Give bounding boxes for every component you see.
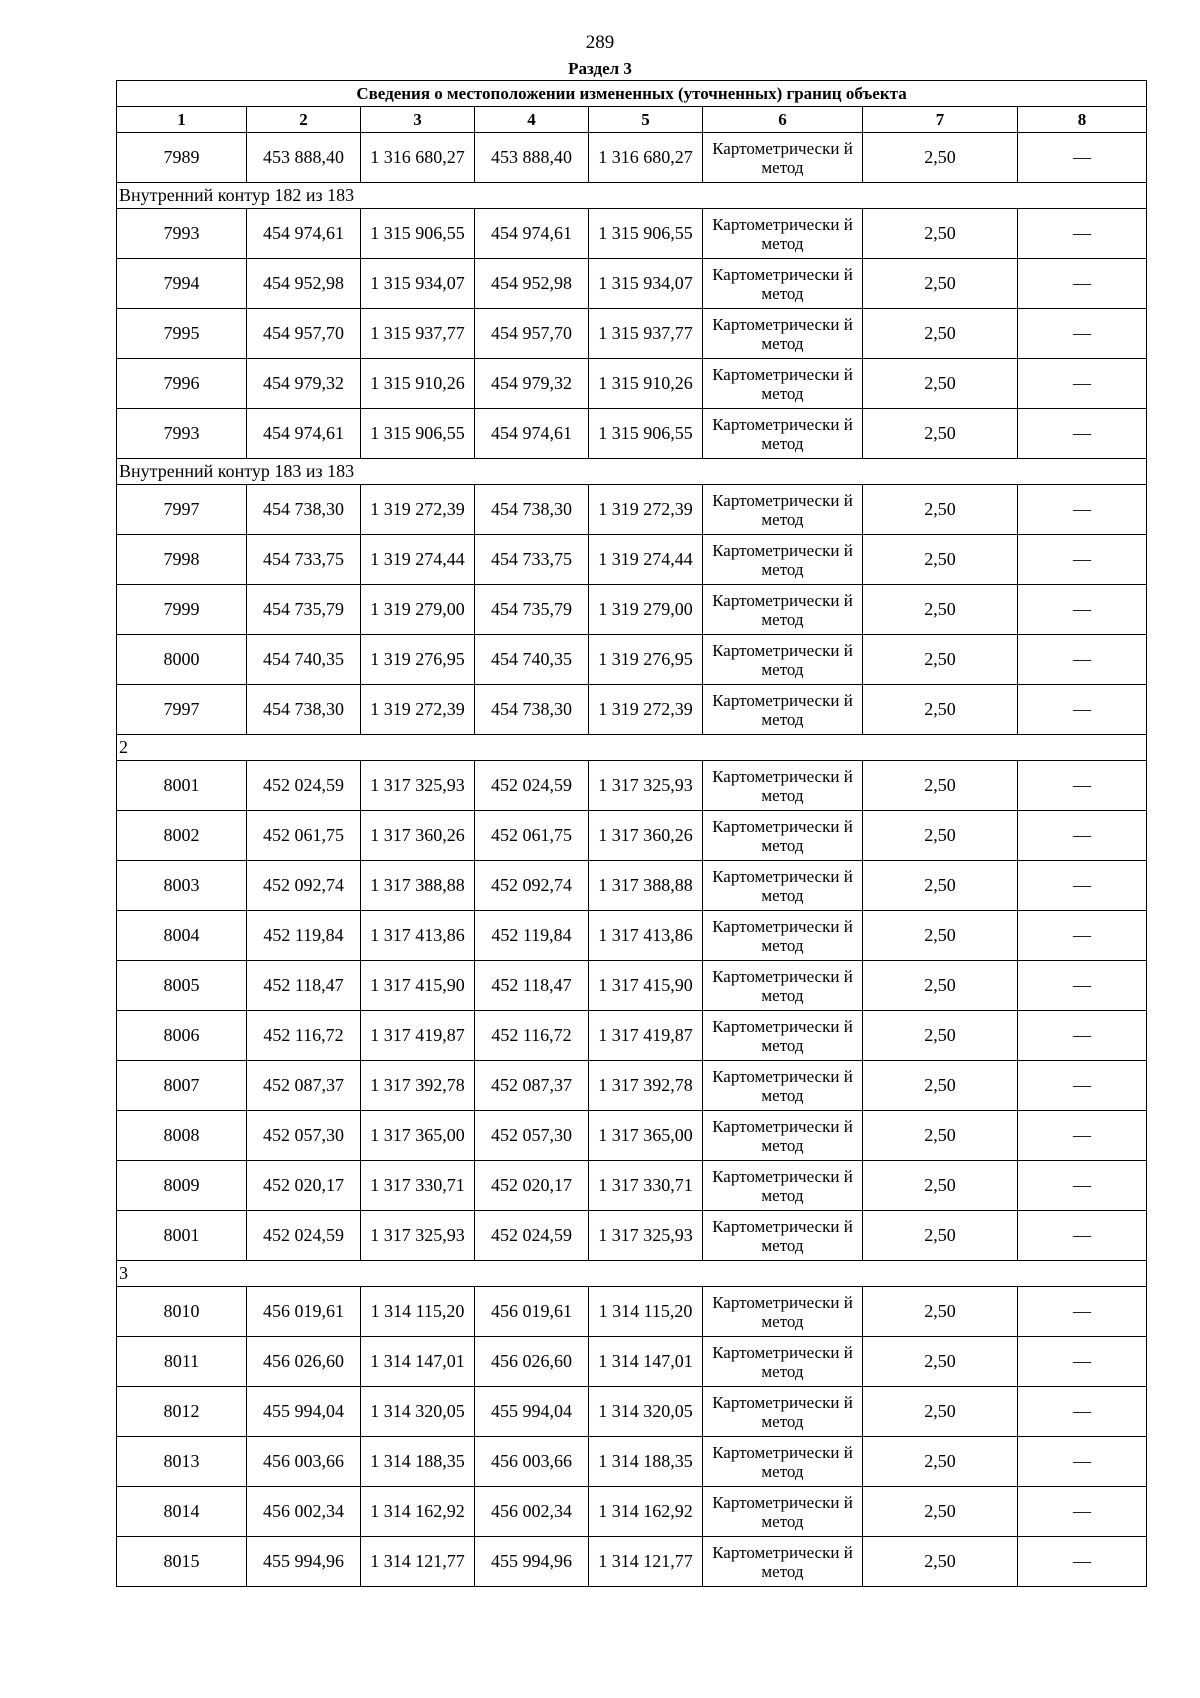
x-old-cell: 455 994,96 — [247, 1537, 361, 1587]
accuracy-cell: 2,50 — [863, 761, 1018, 811]
method-cell: Картометрически й метод — [703, 585, 863, 635]
y-new-cell: 1 317 388,88 — [589, 861, 703, 911]
y-old-cell: 1 319 276,95 — [361, 635, 475, 685]
accuracy-cell: 2,50 — [863, 811, 1018, 861]
description-cell: — — [1018, 1437, 1147, 1487]
method-cell: Картометрически й метод — [703, 209, 863, 259]
table-row — [117, 911, 1147, 961]
point-number-cell: 8013 — [117, 1437, 247, 1487]
table-row — [117, 1537, 1147, 1587]
accuracy-cell: 2,50 — [863, 961, 1018, 1011]
point-number-cell: 7993 — [117, 409, 247, 459]
x-new-cell: 456 026,60 — [475, 1337, 589, 1387]
x-new-cell: 453 888,40 — [475, 133, 589, 183]
description-cell: — — [1018, 1211, 1147, 1261]
x-new-cell: 452 020,17 — [475, 1161, 589, 1211]
x-new-cell: 455 994,96 — [475, 1537, 589, 1587]
column-number: 5 — [589, 107, 703, 133]
method-cell: Картометрически й метод — [703, 811, 863, 861]
y-new-cell: 1 315 934,07 — [589, 259, 703, 309]
y-old-cell: 1 317 415,90 — [361, 961, 475, 1011]
method-cell: Картометрически й метод — [703, 1537, 863, 1587]
y-old-cell: 1 315 906,55 — [361, 409, 475, 459]
y-new-cell: 1 319 272,39 — [589, 485, 703, 535]
coordinates-table — [116, 80, 1147, 1587]
y-new-cell: 1 317 325,93 — [589, 1211, 703, 1261]
accuracy-cell: 2,50 — [863, 1337, 1018, 1387]
table-row — [117, 1111, 1147, 1161]
x-new-cell: 452 092,74 — [475, 861, 589, 911]
description-cell: — — [1018, 585, 1147, 635]
table-row — [117, 535, 1147, 585]
x-old-cell: 456 019,61 — [247, 1287, 361, 1337]
description-cell: — — [1018, 209, 1147, 259]
description-cell: — — [1018, 761, 1147, 811]
page-number: 289 — [585, 32, 615, 53]
accuracy-cell: 2,50 — [863, 259, 1018, 309]
method-cell: Картометрически й метод — [703, 1111, 863, 1161]
method-cell: Картометрически й метод — [703, 861, 863, 911]
x-new-cell: 455 994,04 — [475, 1387, 589, 1437]
x-old-cell: 454 740,35 — [247, 635, 361, 685]
table-row — [117, 259, 1147, 309]
accuracy-cell: 2,50 — [863, 585, 1018, 635]
x-old-cell: 452 118,47 — [247, 961, 361, 1011]
x-old-cell: 452 057,30 — [247, 1111, 361, 1161]
description-cell: — — [1018, 309, 1147, 359]
y-old-cell: 1 319 272,39 — [361, 485, 475, 535]
x-old-cell: 454 733,75 — [247, 535, 361, 585]
point-number-cell: 8008 — [117, 1111, 247, 1161]
y-old-cell: 1 317 325,93 — [361, 761, 475, 811]
point-number-cell: 7995 — [117, 309, 247, 359]
x-old-cell: 454 735,79 — [247, 585, 361, 635]
point-number-cell: 7997 — [117, 485, 247, 535]
method-cell: Картометрически й метод — [703, 409, 863, 459]
description-cell: — — [1018, 1387, 1147, 1437]
table-row — [117, 961, 1147, 1011]
description-cell: — — [1018, 535, 1147, 585]
column-number: 3 — [361, 107, 475, 133]
column-number: 6 — [703, 107, 863, 133]
y-new-cell: 1 317 415,90 — [589, 961, 703, 1011]
method-cell: Картометрически й метод — [703, 961, 863, 1011]
description-cell: — — [1018, 1111, 1147, 1161]
description-cell: — — [1018, 359, 1147, 409]
method-cell: Картометрически й метод — [703, 685, 863, 735]
y-old-cell: 1 317 365,00 — [361, 1111, 475, 1161]
accuracy-cell: 2,50 — [863, 1437, 1018, 1487]
y-new-cell: 1 317 330,71 — [589, 1161, 703, 1211]
description-cell: — — [1018, 259, 1147, 309]
accuracy-cell: 2,50 — [863, 1287, 1018, 1337]
table-row — [117, 635, 1147, 685]
accuracy-cell: 2,50 — [863, 209, 1018, 259]
y-old-cell: 1 319 279,00 — [361, 585, 475, 635]
point-number-cell: 8001 — [117, 761, 247, 811]
table-row — [117, 585, 1147, 635]
contour-group-row — [117, 1261, 1147, 1287]
description-cell: — — [1018, 811, 1147, 861]
y-new-cell: 1 314 162,92 — [589, 1487, 703, 1537]
y-new-cell: 1 315 906,55 — [589, 409, 703, 459]
table-row — [117, 1337, 1147, 1387]
point-number-cell: 7999 — [117, 585, 247, 635]
table-body — [117, 133, 1147, 1587]
x-new-cell: 452 087,37 — [475, 1061, 589, 1111]
method-cell: Картометрически й метод — [703, 309, 863, 359]
y-old-cell: 1 315 910,26 — [361, 359, 475, 409]
method-cell: Картометрически й метод — [703, 1161, 863, 1211]
x-old-cell: 454 979,32 — [247, 359, 361, 409]
y-new-cell: 1 317 365,00 — [589, 1111, 703, 1161]
table-row — [117, 485, 1147, 535]
description-cell: — — [1018, 961, 1147, 1011]
method-cell: Картометрически й метод — [703, 761, 863, 811]
description-cell: — — [1018, 133, 1147, 183]
y-new-cell: 1 315 906,55 — [589, 209, 703, 259]
point-number-cell: 8005 — [117, 961, 247, 1011]
point-number-cell: 8011 — [117, 1337, 247, 1387]
accuracy-cell: 2,50 — [863, 133, 1018, 183]
x-new-cell: 454 740,35 — [475, 635, 589, 685]
x-old-cell: 454 974,61 — [247, 409, 361, 459]
y-old-cell: 1 317 360,26 — [361, 811, 475, 861]
y-old-cell: 1 317 388,88 — [361, 861, 475, 911]
description-cell: — — [1018, 409, 1147, 459]
contour-group-row — [117, 735, 1147, 761]
x-new-cell: 452 057,30 — [475, 1111, 589, 1161]
table-row — [117, 1437, 1147, 1487]
y-old-cell: 1 314 320,05 — [361, 1387, 475, 1437]
x-old-cell: 454 974,61 — [247, 209, 361, 259]
accuracy-cell: 2,50 — [863, 1111, 1018, 1161]
accuracy-cell: 2,50 — [863, 1011, 1018, 1061]
y-old-cell: 1 314 188,35 — [361, 1437, 475, 1487]
table-row — [117, 1061, 1147, 1111]
description-cell: — — [1018, 1537, 1147, 1587]
column-number: 8 — [1018, 107, 1147, 133]
contour-label: Внутренний контур 183 из 183 — [117, 459, 1147, 485]
column-number: 7 — [863, 107, 1018, 133]
method-cell: Картометрически й метод — [703, 635, 863, 685]
point-number-cell: 8006 — [117, 1011, 247, 1061]
method-cell: Картометрически й метод — [703, 359, 863, 409]
description-cell: — — [1018, 1161, 1147, 1211]
y-old-cell: 1 314 147,01 — [361, 1337, 475, 1387]
table-row — [117, 1487, 1147, 1537]
contour-label: 2 — [117, 735, 1147, 761]
column-number: 1 — [117, 107, 247, 133]
table-row — [117, 861, 1147, 911]
table-row — [117, 1387, 1147, 1437]
x-old-cell: 452 024,59 — [247, 761, 361, 811]
table-row — [117, 1287, 1147, 1337]
table-row — [117, 761, 1147, 811]
description-cell: — — [1018, 1337, 1147, 1387]
method-cell: Картометрически й метод — [703, 1287, 863, 1337]
x-old-cell: 452 119,84 — [247, 911, 361, 961]
column-number: 2 — [247, 107, 361, 133]
y-old-cell: 1 315 906,55 — [361, 209, 475, 259]
y-old-cell: 1 319 274,44 — [361, 535, 475, 585]
x-new-cell: 452 061,75 — [475, 811, 589, 861]
x-old-cell: 454 957,70 — [247, 309, 361, 359]
x-old-cell: 452 092,74 — [247, 861, 361, 911]
description-cell: — — [1018, 1487, 1147, 1537]
y-new-cell: 1 317 392,78 — [589, 1061, 703, 1111]
point-number-cell: 8012 — [117, 1387, 247, 1437]
y-old-cell: 1 317 419,87 — [361, 1011, 475, 1061]
accuracy-cell: 2,50 — [863, 1487, 1018, 1537]
contour-group-row — [117, 459, 1147, 485]
method-cell: Картометрически й метод — [703, 259, 863, 309]
x-new-cell: 456 002,34 — [475, 1487, 589, 1537]
y-new-cell: 1 317 325,93 — [589, 761, 703, 811]
point-number-cell: 7996 — [117, 359, 247, 409]
y-new-cell: 1 314 147,01 — [589, 1337, 703, 1387]
x-old-cell: 454 952,98 — [247, 259, 361, 309]
table-row — [117, 209, 1147, 259]
x-old-cell: 452 087,37 — [247, 1061, 361, 1111]
x-new-cell: 454 735,79 — [475, 585, 589, 635]
x-new-cell: 454 738,30 — [475, 485, 589, 535]
x-new-cell: 456 019,61 — [475, 1287, 589, 1337]
x-old-cell: 452 116,72 — [247, 1011, 361, 1061]
x-new-cell: 452 116,72 — [475, 1011, 589, 1061]
accuracy-cell: 2,50 — [863, 685, 1018, 735]
method-cell: Картометрически й метод — [703, 133, 863, 183]
point-number-cell: 7997 — [117, 685, 247, 735]
description-cell: — — [1018, 1287, 1147, 1337]
point-number-cell: 8010 — [117, 1287, 247, 1337]
x-new-cell: 454 733,75 — [475, 535, 589, 585]
table-row — [117, 359, 1147, 409]
y-old-cell: 1 317 330,71 — [361, 1161, 475, 1211]
accuracy-cell: 2,50 — [863, 861, 1018, 911]
x-old-cell: 454 738,30 — [247, 685, 361, 735]
x-old-cell: 456 003,66 — [247, 1437, 361, 1487]
column-number-row — [117, 107, 1147, 133]
x-old-cell: 452 061,75 — [247, 811, 361, 861]
y-new-cell: 1 319 272,39 — [589, 685, 703, 735]
table-row — [117, 409, 1147, 459]
accuracy-cell: 2,50 — [863, 911, 1018, 961]
table-caption: Сведения о местоположении измененных (уточненных) границ объекта — [117, 81, 1147, 107]
point-number-cell: 7994 — [117, 259, 247, 309]
y-new-cell: 1 314 121,77 — [589, 1537, 703, 1587]
table-row — [117, 811, 1147, 861]
accuracy-cell: 2,50 — [863, 1387, 1018, 1437]
accuracy-cell: 2,50 — [863, 1161, 1018, 1211]
accuracy-cell: 2,50 — [863, 1211, 1018, 1261]
method-cell: Картометрически й метод — [703, 1487, 863, 1537]
y-new-cell: 1 315 937,77 — [589, 309, 703, 359]
point-number-cell: 8014 — [117, 1487, 247, 1537]
method-cell: Картометрически й метод — [703, 1387, 863, 1437]
x-new-cell: 454 952,98 — [475, 259, 589, 309]
point-number-cell: 8001 — [117, 1211, 247, 1261]
x-new-cell: 452 119,84 — [475, 911, 589, 961]
y-old-cell: 1 317 392,78 — [361, 1061, 475, 1111]
method-cell: Картометрически й метод — [703, 485, 863, 535]
y-old-cell: 1 317 413,86 — [361, 911, 475, 961]
table-row — [117, 1011, 1147, 1061]
x-new-cell: 454 979,32 — [475, 359, 589, 409]
accuracy-cell: 2,50 — [863, 535, 1018, 585]
contour-label: 3 — [117, 1261, 1147, 1287]
x-new-cell: 456 003,66 — [475, 1437, 589, 1487]
accuracy-cell: 2,50 — [863, 485, 1018, 535]
method-cell: Картометрически й метод — [703, 1061, 863, 1111]
x-new-cell: 454 738,30 — [475, 685, 589, 735]
y-new-cell: 1 316 680,27 — [589, 133, 703, 183]
x-old-cell: 452 024,59 — [247, 1211, 361, 1261]
accuracy-cell: 2,50 — [863, 359, 1018, 409]
table-row — [117, 309, 1147, 359]
y-new-cell: 1 319 274,44 — [589, 535, 703, 585]
y-new-cell: 1 319 279,00 — [589, 585, 703, 635]
y-new-cell: 1 314 320,05 — [589, 1387, 703, 1437]
accuracy-cell: 2,50 — [863, 409, 1018, 459]
method-cell: Картометрически й метод — [703, 1437, 863, 1487]
point-number-cell: 7998 — [117, 535, 247, 585]
x-new-cell: 452 024,59 — [475, 1211, 589, 1261]
y-new-cell: 1 314 188,35 — [589, 1437, 703, 1487]
description-cell: — — [1018, 485, 1147, 535]
y-new-cell: 1 317 413,86 — [589, 911, 703, 961]
x-new-cell: 454 957,70 — [475, 309, 589, 359]
description-cell: — — [1018, 1011, 1147, 1061]
contour-group-row — [117, 183, 1147, 209]
x-old-cell: 456 026,60 — [247, 1337, 361, 1387]
column-number: 4 — [475, 107, 589, 133]
point-number-cell: 8003 — [117, 861, 247, 911]
point-number-cell: 7993 — [117, 209, 247, 259]
y-new-cell: 1 317 360,26 — [589, 811, 703, 861]
x-new-cell: 454 974,61 — [475, 409, 589, 459]
y-old-cell: 1 314 162,92 — [361, 1487, 475, 1537]
table-row — [117, 685, 1147, 735]
description-cell: — — [1018, 635, 1147, 685]
x-old-cell: 455 994,04 — [247, 1387, 361, 1437]
x-new-cell: 452 118,47 — [475, 961, 589, 1011]
x-old-cell: 456 002,34 — [247, 1487, 361, 1537]
accuracy-cell: 2,50 — [863, 1537, 1018, 1587]
x-new-cell: 454 974,61 — [475, 209, 589, 259]
description-cell: — — [1018, 861, 1147, 911]
table-row — [117, 1161, 1147, 1211]
method-cell: Картометрически й метод — [703, 911, 863, 961]
section-title: Раздел 3 — [568, 59, 632, 78]
table-row — [117, 1211, 1147, 1261]
method-cell: Картометрически й метод — [703, 535, 863, 585]
y-new-cell: 1 317 419,87 — [589, 1011, 703, 1061]
description-cell: — — [1018, 685, 1147, 735]
contour-label: Внутренний контур 182 из 183 — [117, 183, 1147, 209]
y-old-cell: 1 317 325,93 — [361, 1211, 475, 1261]
y-new-cell: 1 315 910,26 — [589, 359, 703, 409]
point-number-cell: 8007 — [117, 1061, 247, 1111]
y-old-cell: 1 315 934,07 — [361, 259, 475, 309]
point-number-cell: 8009 — [117, 1161, 247, 1211]
x-new-cell: 452 024,59 — [475, 761, 589, 811]
accuracy-cell: 2,50 — [863, 635, 1018, 685]
y-old-cell: 1 319 272,39 — [361, 685, 475, 735]
accuracy-cell: 2,50 — [863, 1061, 1018, 1111]
x-old-cell: 454 738,30 — [247, 485, 361, 535]
point-number-cell: 8000 — [117, 635, 247, 685]
y-old-cell: 1 314 121,77 — [361, 1537, 475, 1587]
method-cell: Картометрически й метод — [703, 1011, 863, 1061]
point-number-cell: 8004 — [117, 911, 247, 961]
method-cell: Картометрически й метод — [703, 1211, 863, 1261]
method-cell: Картометрически й метод — [703, 1337, 863, 1387]
description-cell: — — [1018, 911, 1147, 961]
table-row — [117, 133, 1147, 183]
y-new-cell: 1 314 115,20 — [589, 1287, 703, 1337]
x-old-cell: 453 888,40 — [247, 133, 361, 183]
description-cell: — — [1018, 1061, 1147, 1111]
accuracy-cell: 2,50 — [863, 309, 1018, 359]
point-number-cell: 8002 — [117, 811, 247, 861]
x-old-cell: 452 020,17 — [247, 1161, 361, 1211]
y-old-cell: 1 316 680,27 — [361, 133, 475, 183]
point-number-cell: 8015 — [117, 1537, 247, 1587]
y-old-cell: 1 315 937,77 — [361, 309, 475, 359]
point-number-cell: 7989 — [117, 133, 247, 183]
y-new-cell: 1 319 276,95 — [589, 635, 703, 685]
y-old-cell: 1 314 115,20 — [361, 1287, 475, 1337]
